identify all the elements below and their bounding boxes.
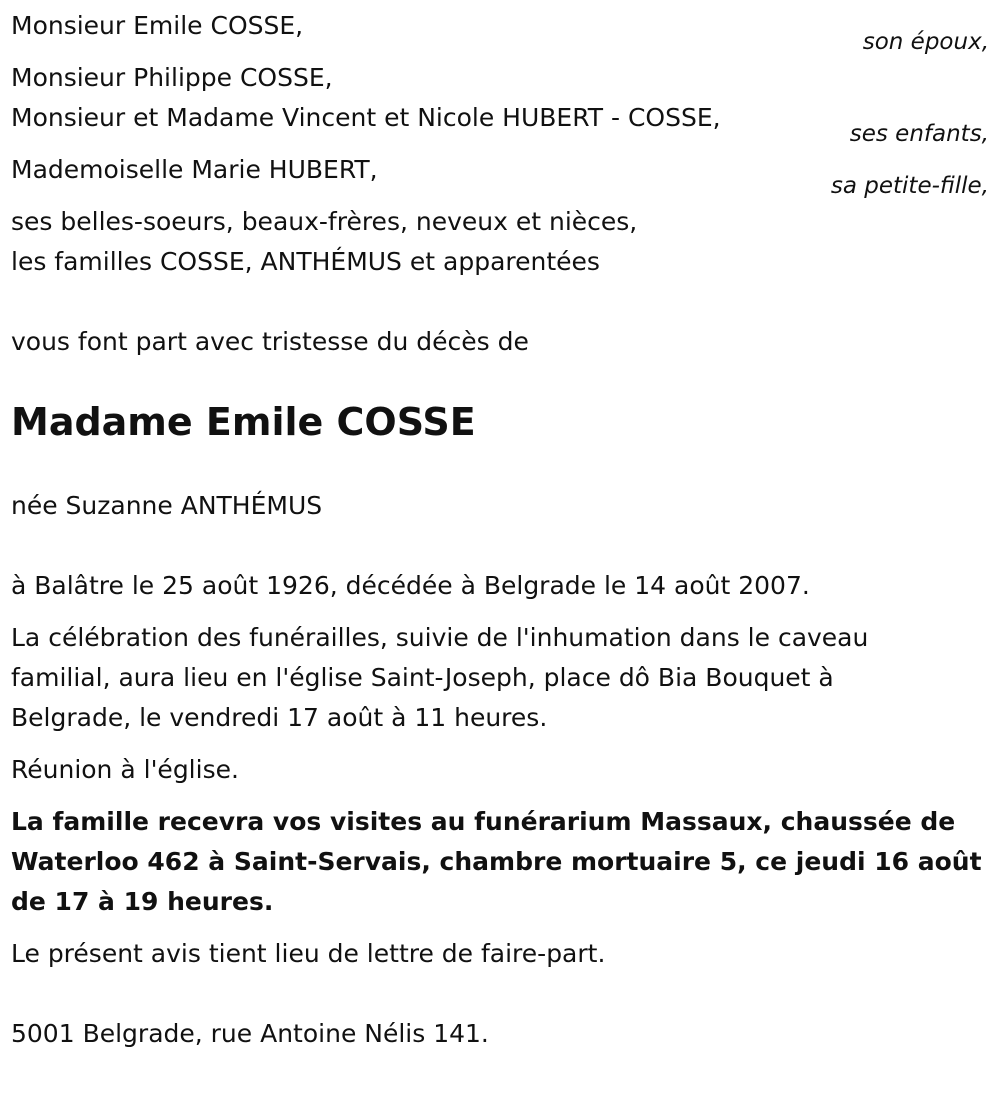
family-address: 5001 Belgrade, rue Antoine Nélis 141. bbox=[11, 1019, 489, 1048]
ceremony-line-3: Belgrade, le vendredi 17 août à 11 heures. bbox=[11, 703, 548, 732]
visits-line-3: de 17 à 19 heures. bbox=[11, 887, 274, 916]
relatives-line-2: les familles COSSE, ANTHÉMUS et apparentées bbox=[11, 247, 600, 276]
birth-death-dates: à Balâtre le 25 août 1926, décédée à Belgrade le 14 août 2007. bbox=[11, 571, 810, 600]
ceremony-paragraph bbox=[11, 618, 991, 738]
visits-paragraph bbox=[11, 802, 991, 922]
relatives-line-1: ses belles-soeurs, beaux-frères, neveux et nièces, bbox=[11, 207, 638, 236]
ceremony-line-2: familial, aura lieu en l'église Saint-Joseph, place dô Bia Bouquet à bbox=[11, 663, 834, 692]
visits-line-1: La famille recevra vos visites au funérarium Massaux, chaussée de bbox=[11, 807, 956, 836]
obituary-notice bbox=[11, 6, 991, 1054]
spouse-role: son époux, bbox=[862, 29, 989, 55]
announcement-text: vous font part avec tristesse du décès de bbox=[11, 327, 529, 356]
deceased-name: Madame Emile COSSE bbox=[11, 400, 476, 444]
maiden-name: née Suzanne ANTHÉMUS bbox=[11, 491, 323, 520]
announcers-section bbox=[11, 6, 991, 282]
grandchild-role: sa petite-fille, bbox=[830, 173, 989, 199]
notice-text: Le présent avis tient lieu de lettre de faire-part. bbox=[11, 939, 606, 968]
grandchild-name: Mademoiselle Marie HUBERT, bbox=[11, 155, 378, 184]
meeting-text: Réunion à l'église. bbox=[11, 755, 239, 784]
spouse-name: Monsieur Emile COSSE, bbox=[11, 11, 304, 40]
child-1-name: Monsieur Philippe COSSE, bbox=[11, 63, 333, 92]
child-2-name: Monsieur et Madame Vincent et Nicole HUBERT - COSSE, bbox=[11, 103, 721, 132]
visits-line-2: Waterloo 462 à Saint-Servais, chambre mortuaire 5, ce jeudi 16 août bbox=[11, 847, 982, 876]
children-role: ses enfants, bbox=[849, 121, 989, 147]
ceremony-line-1: La célébration des funérailles, suivie de l'inhumation dans le caveau bbox=[11, 623, 869, 652]
